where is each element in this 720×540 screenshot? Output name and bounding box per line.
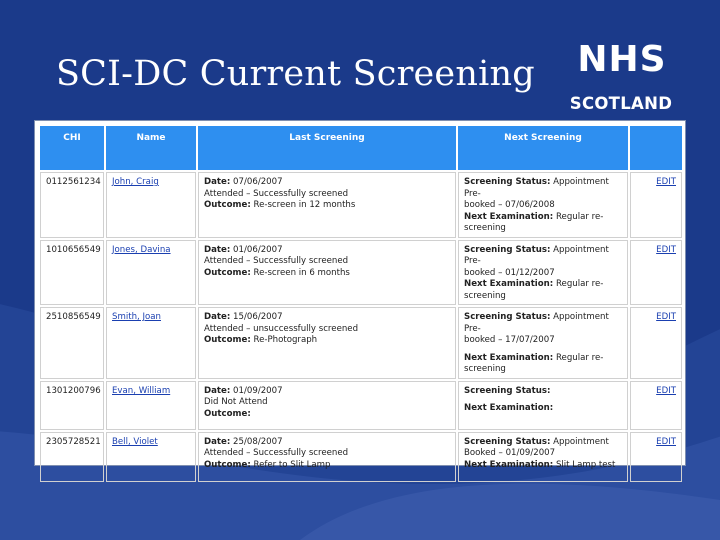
patient-name-link[interactable]: Smith, Joan — [112, 312, 161, 322]
outcome-value: Re-screen in 6 months — [253, 267, 350, 278]
column-header-name[interactable]: Name — [106, 126, 196, 170]
last-screening-cell — [198, 172, 456, 238]
name-cell — [106, 172, 196, 238]
patient-name-link[interactable]: Evan, William — [112, 385, 171, 396]
name-cell — [106, 381, 196, 430]
last-screening-cell — [198, 381, 456, 430]
last-screening-date: 15/06/2007 — [233, 312, 283, 322]
last-screening-cell — [198, 307, 456, 379]
attendance-text: Did Not Attend — [204, 397, 268, 407]
edit-cell — [630, 307, 682, 379]
edit-cell — [630, 240, 682, 306]
edit-cell — [630, 172, 682, 238]
last-screening-cell — [198, 432, 456, 482]
edit-link[interactable]: EDIT — [656, 177, 676, 187]
next-examination-value: Regular re- — [555, 352, 604, 363]
next-examination-value: Slit Lamp test — [555, 459, 616, 470]
patient-name-link[interactable]: Jones, Davina — [112, 244, 171, 255]
slide-title: SCI-DC Current Screening — [56, 54, 535, 94]
nhs-wordmark: NHS — [577, 39, 667, 80]
screening-status-cont: Booked – 01/09/2007 — [464, 448, 556, 458]
edit-link[interactable]: EDIT — [656, 436, 676, 447]
screening-status-value: Appointment Pre- — [464, 244, 609, 266]
screening-table — [38, 124, 684, 484]
next-examination-label: Next Examination: — [464, 459, 554, 470]
screening-status-label: Screening Status: — [464, 312, 551, 322]
screening-status-cont: booked – 01/12/2007 — [464, 267, 555, 278]
attendance-text: Attended – Successfully screened — [204, 256, 349, 266]
outcome-value: Refer to Slit Lamp — [253, 459, 331, 470]
next-screening-cell — [458, 432, 628, 482]
last-screening-date: 01/06/2007 — [233, 244, 283, 255]
chi-cell: 0112561234 — [40, 172, 104, 238]
last-screening-date: 07/06/2007 — [233, 177, 283, 187]
table-row — [40, 307, 682, 379]
outcome-value: Re-Photograph — [253, 335, 318, 345]
date-label: Date: — [204, 244, 231, 255]
chi-cell: 2305728521 — [40, 432, 104, 482]
patient-name-link[interactable]: John, Craig — [112, 177, 159, 187]
outcome-label: Outcome: — [204, 267, 251, 278]
next-examination-value: Regular re- — [555, 211, 604, 222]
date-label: Date: — [204, 385, 231, 396]
edit-link[interactable]: EDIT — [656, 312, 676, 322]
name-cell — [106, 307, 196, 379]
outcome-label: Outcome: — [204, 200, 251, 210]
date-label: Date: — [204, 312, 231, 322]
next-examination-value: Regular re- — [555, 279, 604, 289]
chi-cell: 1010656549 — [40, 240, 104, 306]
screening-status-label: Screening Status: — [464, 385, 551, 396]
screening-status-label: Screening Status: — [464, 436, 551, 447]
chi-cell: 2510856549 — [40, 307, 104, 379]
name-cell — [106, 240, 196, 306]
table-row — [40, 172, 682, 238]
screening-window — [34, 120, 686, 470]
column-header-edit — [630, 126, 682, 170]
outcome-label: Outcome: — [204, 335, 251, 345]
nhs-scotland-logo — [566, 36, 676, 122]
table-header-row — [40, 126, 682, 170]
next-screening-cell — [458, 240, 628, 306]
attendance-text: Attended – Successfully screened — [204, 188, 349, 199]
screening-status-cont: booked – 17/07/2007 — [464, 335, 555, 345]
next-examination-label: Next Examination: — [464, 403, 554, 413]
screening-status-cont: booked – 07/06/2008 — [464, 200, 555, 210]
column-header-last-screening[interactable]: Last Screening — [198, 126, 456, 170]
next-examination-label: Next Examination: — [464, 352, 554, 363]
outcome-label: Outcome: — [204, 408, 251, 419]
outcome-label: Outcome: — [204, 459, 251, 470]
next-examination-label: Next Examination: — [464, 211, 554, 222]
last-screening-cell — [198, 240, 456, 306]
scotland-wordmark: SCOTLAND — [569, 94, 673, 113]
outcome-value: Re-screen in 12 months — [253, 200, 356, 210]
edit-cell — [630, 381, 682, 430]
screening-status-value: Appointment Pre- — [464, 177, 609, 199]
last-screening-date: 25/08/2007 — [233, 436, 283, 447]
table-row — [40, 240, 682, 306]
table-row — [40, 432, 682, 482]
edit-link[interactable]: EDIT — [656, 385, 676, 396]
next-screening-cell — [458, 172, 628, 238]
chi-cell: 1301200796 — [40, 381, 104, 430]
patient-name-link[interactable]: Bell, Violet — [112, 436, 158, 447]
next-examination-cont: screening — [464, 290, 506, 301]
date-label: Date: — [204, 177, 231, 187]
next-examination-cont: screening — [464, 364, 506, 374]
attendance-text: Attended – Successfully screened — [204, 448, 349, 458]
column-header-chi[interactable]: CHI — [40, 126, 104, 170]
name-cell — [106, 432, 196, 482]
screening-status-value: Appointment Pre- — [464, 312, 609, 334]
screening-status-label: Screening Status: — [464, 244, 551, 255]
date-label: Date: — [204, 436, 231, 447]
last-screening-date: 01/09/2007 — [233, 385, 283, 396]
column-header-next-screening[interactable]: Next Screening — [458, 126, 628, 170]
next-screening-cell — [458, 307, 628, 379]
next-examination-label: Next Examination: — [464, 279, 554, 289]
next-examination-cont: screening — [464, 223, 506, 233]
table-row — [40, 381, 682, 430]
edit-cell — [630, 432, 682, 482]
attendance-text: Attended – unsuccessfully screened — [204, 323, 359, 334]
edit-link[interactable]: EDIT — [656, 244, 676, 255]
screening-status-label: Screening Status: — [464, 177, 551, 187]
screening-status-value: Appointment — [553, 436, 609, 447]
next-screening-cell — [458, 381, 628, 430]
